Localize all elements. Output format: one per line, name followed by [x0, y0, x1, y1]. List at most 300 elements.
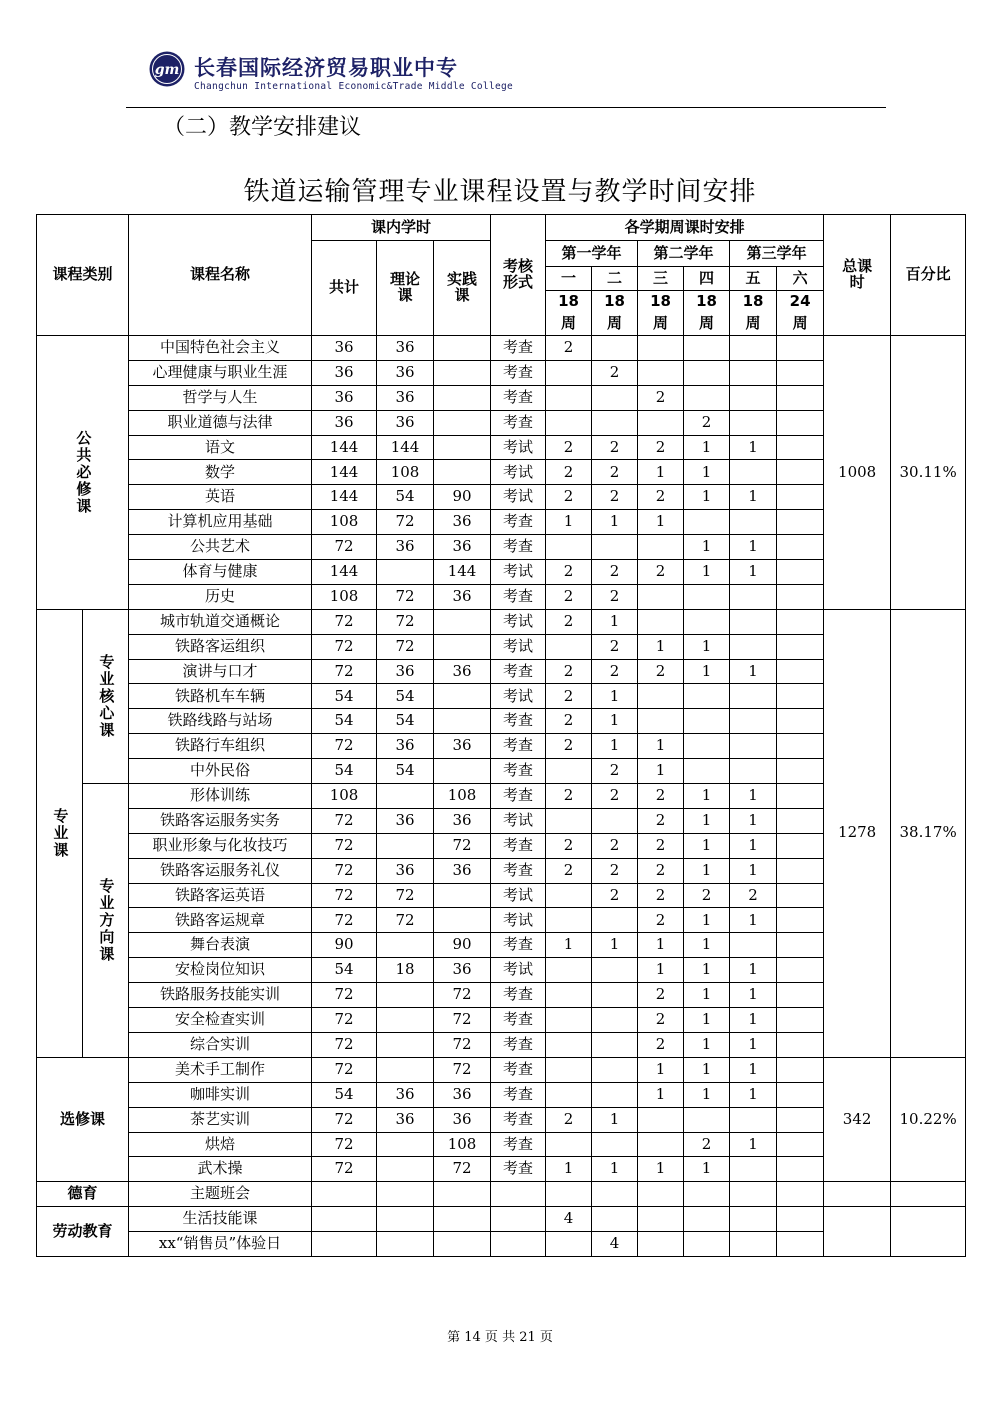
hours-practice: 72 [434, 833, 491, 858]
course-name: 形体训练 [129, 784, 312, 809]
weekly-hours: 2 [546, 460, 592, 485]
exam-form: 考查 [491, 784, 546, 809]
weekly-hours [730, 734, 777, 759]
weekly-hours: 1 [730, 833, 777, 858]
hours-theory: 36 [377, 858, 434, 883]
hours-theory [377, 983, 434, 1008]
hours-theory [377, 1008, 434, 1033]
school-name-cn: 长春国际经济贸易职业中专 [194, 55, 458, 80]
weekly-hours [730, 385, 777, 410]
hours-practice: 72 [434, 1057, 491, 1082]
weekly-hours [592, 1132, 638, 1157]
hours-total: 144 [312, 485, 377, 510]
weekly-hours: 2 [684, 883, 730, 908]
course-name: 数学 [129, 460, 312, 485]
weekly-hours: 1 [638, 933, 684, 958]
exam-form: 考查 [491, 1032, 546, 1057]
weekly-hours [592, 1082, 638, 1107]
course-name: 心理健康与职业生涯 [129, 360, 312, 385]
course-name: 中国特色社会主义 [129, 336, 312, 361]
weekly-hours: 1 [730, 485, 777, 510]
weekly-hours [730, 1157, 777, 1182]
hours-theory: 36 [377, 535, 434, 560]
weekly-hours: 1 [730, 659, 777, 684]
weekly-hours: 2 [638, 560, 684, 585]
weekly-hours: 1 [684, 1157, 730, 1182]
table-row [37, 1057, 966, 1082]
weekly-hours [592, 410, 638, 435]
hours-theory: 36 [377, 1107, 434, 1132]
course-name: 铁路客运规章 [129, 908, 312, 933]
weekly-hours: 2 [546, 584, 592, 609]
weekly-hours [777, 1082, 824, 1107]
weekly-hours [777, 609, 824, 634]
hours-total: 54 [312, 958, 377, 983]
hours-practice: 72 [434, 1032, 491, 1057]
hours-theory: 36 [377, 385, 434, 410]
hours-total [312, 1232, 377, 1257]
hours-total: 108 [312, 510, 377, 535]
hours-theory [377, 1132, 434, 1157]
course-name: 武术操 [129, 1157, 312, 1182]
hours-theory: 36 [377, 659, 434, 684]
weekly-hours [777, 560, 824, 585]
weekly-hours [684, 510, 730, 535]
course-name: 舞台表演 [129, 933, 312, 958]
hours-practice: 72 [434, 1008, 491, 1033]
logo-letters: gm [154, 62, 180, 78]
weekly-hours [684, 1207, 730, 1232]
weekly-hours: 1 [684, 983, 730, 1008]
weekly-hours [684, 1107, 730, 1132]
category-label: 劳动教育 [37, 1207, 129, 1257]
weekly-hours [592, 1032, 638, 1057]
weekly-hours [777, 1107, 824, 1132]
course-name: 铁路客运组织 [129, 634, 312, 659]
school-emblem-icon [148, 50, 186, 88]
weekly-hours: 1 [730, 983, 777, 1008]
weekly-hours: 2 [546, 784, 592, 809]
header-weeks: 18周 [592, 291, 638, 336]
hours-practice: 36 [434, 535, 491, 560]
course-name: 主题班会 [129, 1182, 312, 1207]
exam-form: 考查 [491, 360, 546, 385]
hours-total: 72 [312, 634, 377, 659]
section-title: （二）教学安排建议 [163, 115, 362, 140]
weekly-hours [546, 634, 592, 659]
exam-form: 考查 [491, 734, 546, 759]
hours-theory: 36 [377, 360, 434, 385]
weekly-hours [638, 1182, 684, 1207]
hours-total: 72 [312, 1157, 377, 1182]
exam-form: 考查 [491, 983, 546, 1008]
group-total-hours: 1278 [824, 609, 891, 1057]
weekly-hours [638, 684, 684, 709]
weekly-hours [777, 983, 824, 1008]
weekly-hours [777, 759, 824, 784]
hours-theory [377, 784, 434, 809]
table-row [37, 609, 966, 634]
weekly-hours [638, 609, 684, 634]
weekly-hours: 1 [638, 1057, 684, 1082]
hours-practice [434, 1207, 491, 1232]
weekly-hours [546, 1032, 592, 1057]
exam-form: 考查 [491, 1008, 546, 1033]
weekly-hours [777, 410, 824, 435]
weekly-hours [777, 485, 824, 510]
weekly-hours: 2 [546, 709, 592, 734]
hours-practice [434, 684, 491, 709]
header-semester: 四 [684, 267, 730, 291]
hours-theory [377, 560, 434, 585]
course-name: 演讲与口才 [129, 659, 312, 684]
hours-practice: 36 [434, 734, 491, 759]
weekly-hours: 1 [592, 1107, 638, 1132]
hours-theory: 36 [377, 734, 434, 759]
weekly-hours [777, 1232, 824, 1257]
hours-practice: 72 [434, 983, 491, 1008]
weekly-hours [592, 535, 638, 560]
weekly-hours [546, 908, 592, 933]
weekly-hours: 1 [592, 1157, 638, 1182]
weekly-hours: 1 [638, 510, 684, 535]
weekly-hours: 1 [638, 759, 684, 784]
weekly-hours: 1 [546, 933, 592, 958]
table-row [37, 1207, 966, 1232]
weekly-hours [592, 1182, 638, 1207]
weekly-hours: 1 [684, 1082, 730, 1107]
hours-practice [434, 360, 491, 385]
weekly-hours: 1 [684, 1008, 730, 1033]
weekly-hours [638, 1207, 684, 1232]
page-footer: 第 14 页 共 21 页 [447, 1330, 553, 1345]
weekly-hours: 2 [592, 634, 638, 659]
weekly-hours [730, 1107, 777, 1132]
subcategory-label: 专业核心课 [83, 609, 129, 783]
weekly-hours [638, 336, 684, 361]
weekly-hours [546, 883, 592, 908]
header-theory: 理论课 [377, 241, 434, 336]
hours-total: 54 [312, 1082, 377, 1107]
weekly-hours [777, 1008, 824, 1033]
hours-theory: 54 [377, 709, 434, 734]
hours-practice [434, 435, 491, 460]
hours-theory: 72 [377, 634, 434, 659]
weekly-hours [638, 1232, 684, 1257]
hours-practice [434, 1232, 491, 1257]
course-name: 哲学与人生 [129, 385, 312, 410]
weekly-hours [730, 410, 777, 435]
weekly-hours [684, 584, 730, 609]
weekly-hours: 1 [684, 1057, 730, 1082]
weekly-hours: 1 [730, 1008, 777, 1033]
exam-form: 考查 [491, 535, 546, 560]
weekly-hours [777, 385, 824, 410]
course-name: 铁路行车组织 [129, 734, 312, 759]
exam-form: 考查 [491, 584, 546, 609]
weekly-hours [730, 684, 777, 709]
weekly-hours: 1 [730, 1057, 777, 1082]
hours-practice: 36 [434, 858, 491, 883]
group-total-hours: 1008 [824, 336, 891, 610]
weekly-hours: 1 [684, 435, 730, 460]
weekly-hours [684, 734, 730, 759]
weekly-hours: 1 [684, 535, 730, 560]
hours-total: 72 [312, 858, 377, 883]
subcategory-label: 专业方向课 [83, 784, 129, 1058]
hours-total: 54 [312, 709, 377, 734]
weekly-hours [777, 584, 824, 609]
hours-theory: 36 [377, 336, 434, 361]
weekly-hours: 2 [592, 659, 638, 684]
weekly-hours [684, 1232, 730, 1257]
weekly-hours [546, 1132, 592, 1157]
weekly-hours: 2 [638, 1008, 684, 1033]
weekly-hours: 2 [592, 784, 638, 809]
category-label: 德育 [37, 1182, 129, 1207]
hours-total: 36 [312, 410, 377, 435]
hours-practice [434, 759, 491, 784]
table-header [37, 215, 966, 336]
weekly-hours: 1 [546, 510, 592, 535]
document-title: 铁道运输管理专业课程设置与教学时间安排 [243, 177, 757, 207]
weekly-hours: 1 [730, 958, 777, 983]
header-in-class-hours: 课内学时 [312, 215, 491, 241]
header-total: 共计 [312, 241, 377, 336]
hours-theory [377, 1232, 434, 1257]
hours-theory: 54 [377, 759, 434, 784]
weekly-hours: 2 [592, 833, 638, 858]
weekly-hours [777, 684, 824, 709]
hours-theory: 72 [377, 510, 434, 535]
weekly-hours: 2 [638, 883, 684, 908]
exam-form: 考查 [491, 385, 546, 410]
hours-theory: 72 [377, 883, 434, 908]
header-weekly-schedule: 各学期周课时安排 [546, 215, 824, 241]
hours-total: 144 [312, 560, 377, 585]
weekly-hours: 2 [546, 336, 592, 361]
weekly-hours: 2 [638, 858, 684, 883]
hours-total: 36 [312, 336, 377, 361]
header-year-1: 第一学年 [546, 241, 638, 267]
weekly-hours: 1 [638, 634, 684, 659]
course-name: 安全检查实训 [129, 1008, 312, 1033]
weekly-hours [546, 983, 592, 1008]
weekly-hours: 1 [684, 808, 730, 833]
exam-form: 考查 [491, 1057, 546, 1082]
header-course-name: 课程名称 [129, 215, 312, 336]
header-weeks: 24周 [777, 291, 824, 336]
hours-total: 72 [312, 1132, 377, 1157]
weekly-hours [777, 510, 824, 535]
weekly-hours [684, 385, 730, 410]
hours-practice: 36 [434, 808, 491, 833]
hours-practice: 90 [434, 485, 491, 510]
hours-theory: 18 [377, 958, 434, 983]
weekly-hours: 4 [546, 1207, 592, 1232]
weekly-hours: 1 [730, 858, 777, 883]
group-percent: 10.22% [891, 1057, 966, 1181]
weekly-hours [592, 908, 638, 933]
weekly-hours [546, 1082, 592, 1107]
hours-total: 72 [312, 535, 377, 560]
exam-form [491, 1207, 546, 1232]
weekly-hours [638, 410, 684, 435]
hours-theory: 72 [377, 584, 434, 609]
weekly-hours: 2 [546, 734, 592, 759]
weekly-hours [684, 609, 730, 634]
weekly-hours [730, 609, 777, 634]
weekly-hours: 2 [638, 485, 684, 510]
hours-theory: 72 [377, 908, 434, 933]
course-name: 咖啡实训 [129, 1082, 312, 1107]
course-name: 历史 [129, 584, 312, 609]
hours-theory [377, 933, 434, 958]
weekly-hours: 2 [546, 560, 592, 585]
weekly-hours: 2 [638, 908, 684, 933]
weekly-hours [684, 759, 730, 784]
hours-total: 36 [312, 385, 377, 410]
hours-theory: 54 [377, 485, 434, 510]
weekly-hours: 2 [592, 560, 638, 585]
weekly-hours: 1 [684, 858, 730, 883]
exam-form: 考查 [491, 1107, 546, 1132]
weekly-hours [777, 1207, 824, 1232]
category-label: 选修课 [37, 1057, 129, 1181]
hours-practice: 36 [434, 1082, 491, 1107]
weekly-hours: 1 [638, 958, 684, 983]
table-row [37, 1182, 966, 1207]
weekly-hours: 1 [684, 1032, 730, 1057]
weekly-hours [546, 410, 592, 435]
hours-theory: 108 [377, 460, 434, 485]
school-name-en: Changchun International Economic&Trade Middle College [194, 81, 514, 92]
weekly-hours: 2 [592, 485, 638, 510]
hours-total: 36 [312, 360, 377, 385]
weekly-hours: 1 [592, 709, 638, 734]
course-name: 职业形象与化妆技巧 [129, 833, 312, 858]
weekly-hours [638, 360, 684, 385]
weekly-hours: 2 [592, 360, 638, 385]
course-name: 生活技能课 [129, 1207, 312, 1232]
weekly-hours [730, 933, 777, 958]
hours-practice [434, 609, 491, 634]
hours-practice [434, 908, 491, 933]
weekly-hours: 2 [638, 784, 684, 809]
hours-practice [434, 410, 491, 435]
course-name: 铁路线路与站场 [129, 709, 312, 734]
weekly-hours: 1 [592, 510, 638, 535]
course-name: 铁路服务技能实训 [129, 983, 312, 1008]
hours-practice [434, 460, 491, 485]
weekly-hours [592, 983, 638, 1008]
hours-practice [434, 883, 491, 908]
header-year-3: 第三学年 [730, 241, 824, 267]
hours-total: 72 [312, 1032, 377, 1057]
weekly-hours [777, 1032, 824, 1057]
hours-total: 72 [312, 659, 377, 684]
weekly-hours [777, 958, 824, 983]
hours-practice [434, 336, 491, 361]
group-percent: 30.11% [891, 336, 966, 610]
weekly-hours [730, 759, 777, 784]
weekly-hours: 2 [638, 659, 684, 684]
weekly-hours: 2 [684, 1132, 730, 1157]
weekly-hours: 1 [730, 560, 777, 585]
weekly-hours [777, 833, 824, 858]
exam-form: 考试 [491, 908, 546, 933]
weekly-hours [777, 535, 824, 560]
hours-practice: 90 [434, 933, 491, 958]
exam-form [491, 1182, 546, 1207]
weekly-hours [777, 659, 824, 684]
weekly-hours [592, 1057, 638, 1082]
weekly-hours [730, 1207, 777, 1232]
weekly-hours: 1 [730, 1082, 777, 1107]
hours-practice: 72 [434, 1157, 491, 1182]
group-total-hours [824, 1207, 891, 1257]
group-percent [891, 1182, 966, 1207]
weekly-hours: 2 [638, 808, 684, 833]
exam-form: 考试 [491, 460, 546, 485]
header-weeks: 18周 [684, 291, 730, 336]
hours-theory: 72 [377, 609, 434, 634]
weekly-hours [592, 336, 638, 361]
weekly-hours [777, 908, 824, 933]
weekly-hours [777, 634, 824, 659]
hours-practice [434, 1182, 491, 1207]
exam-form: 考试 [491, 485, 546, 510]
group-total-hours: 342 [824, 1057, 891, 1181]
weekly-hours [638, 709, 684, 734]
weekly-hours: 1 [730, 435, 777, 460]
weekly-hours: 2 [684, 410, 730, 435]
weekly-hours: 1 [730, 1032, 777, 1057]
course-name: 城市轨道交通概论 [129, 609, 312, 634]
weekly-hours [777, 360, 824, 385]
weekly-hours [684, 684, 730, 709]
exam-form: 考查 [491, 659, 546, 684]
hours-practice: 36 [434, 958, 491, 983]
hours-total: 72 [312, 883, 377, 908]
weekly-hours: 1 [638, 460, 684, 485]
hours-theory [377, 1157, 434, 1182]
hours-practice: 36 [434, 659, 491, 684]
weekly-hours [730, 1232, 777, 1257]
weekly-hours [684, 709, 730, 734]
hours-practice: 144 [434, 560, 491, 585]
header-semester: 二 [592, 267, 638, 291]
weekly-hours [592, 385, 638, 410]
header-exam-form: 考核形式 [491, 215, 546, 336]
exam-form: 考查 [491, 1157, 546, 1182]
weekly-hours: 2 [638, 983, 684, 1008]
weekly-hours [730, 584, 777, 609]
hours-practice: 36 [434, 584, 491, 609]
weekly-hours: 1 [684, 659, 730, 684]
exam-form: 考试 [491, 560, 546, 585]
course-name: 铁路客运服务礼仪 [129, 858, 312, 883]
exam-form [491, 1232, 546, 1257]
weekly-hours [777, 1157, 824, 1182]
group-percent [891, 1207, 966, 1257]
weekly-hours [777, 784, 824, 809]
weekly-hours [777, 933, 824, 958]
hours-total: 54 [312, 759, 377, 784]
weekly-hours: 1 [684, 485, 730, 510]
weekly-hours: 1 [684, 958, 730, 983]
weekly-hours: 2 [546, 1107, 592, 1132]
